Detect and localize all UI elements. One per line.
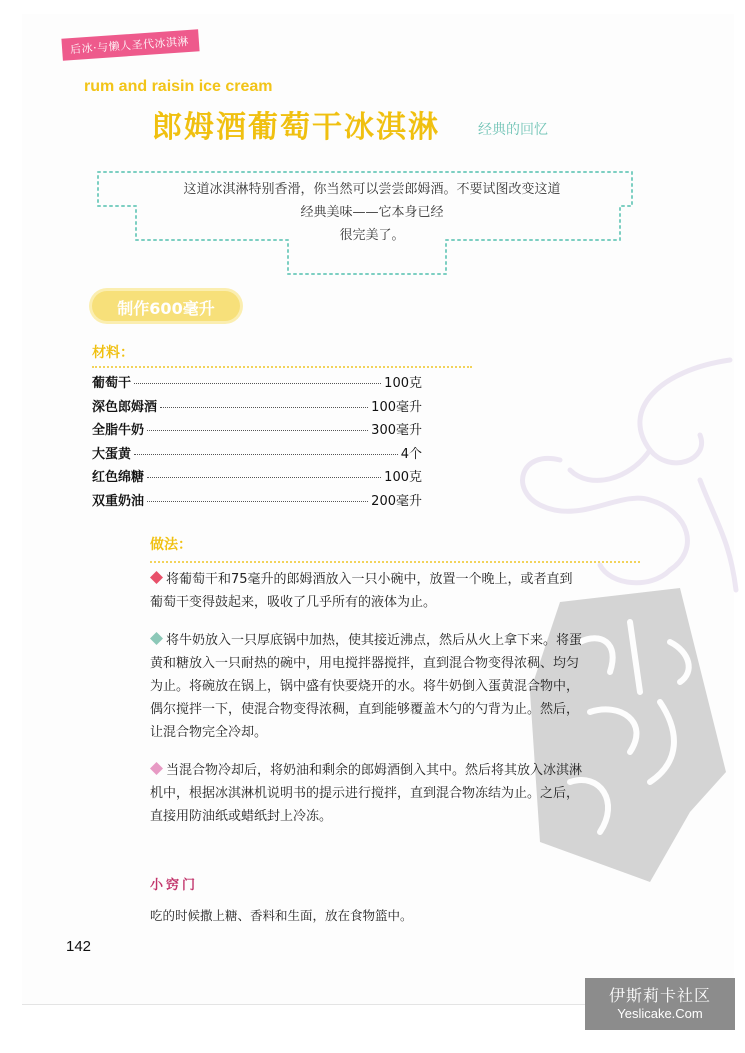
ingredient-row: [92, 372, 422, 396]
intro-text: [132, 178, 612, 247]
step-bullet-icon: [150, 632, 163, 645]
ingredient-row: [92, 443, 422, 467]
ingredient-name: 深色郎姆酒: [92, 399, 158, 415]
yield-badge: [92, 291, 240, 321]
method-steps: [150, 568, 582, 843]
tip-text: 吃的时候撒上糖、香料和生面，放在食物篮中。: [150, 908, 413, 923]
method-heading: 做法：: [150, 537, 192, 553]
dot-leader: [134, 454, 398, 455]
step-bullet-icon: [150, 571, 163, 584]
method-step: [150, 568, 582, 614]
dot-leader: [147, 501, 368, 502]
ingredients-divider: [92, 366, 472, 368]
ingredient-row: [92, 396, 422, 420]
intro-line: 经典美味——它本身已经: [300, 205, 444, 220]
intro-line: 这道冰淇淋特别香滑，你当然可以尝尝郎姆酒。不要试图改变这道: [183, 182, 561, 197]
dot-leader: [147, 477, 381, 478]
ingredient-name: 葡萄干: [92, 376, 132, 391]
ingredient-qty: 100毫升: [371, 399, 422, 415]
step-text: 将葡萄干和75毫升的郎姆酒放入一只小碗中，放置一个晚上，或者直到葡萄干变得鼓起来，吸收了几乎所有的液体为止。: [150, 572, 573, 610]
tip-heading: 小窍门: [150, 878, 199, 893]
section-tag-text: 后冰·与懒人圣代冰淇淋: [69, 34, 190, 57]
step-bullet-icon: [150, 762, 163, 775]
site-watermark: [585, 978, 735, 1030]
method-step: [150, 629, 582, 744]
ingredient-row: [92, 490, 422, 514]
ingredient-row: [92, 419, 422, 443]
ingredient-name: 大蛋黄: [92, 446, 132, 462]
dot-leader: [147, 430, 368, 431]
ingredient-qty: 200毫升: [371, 493, 422, 509]
ingredient-row: [92, 466, 422, 490]
dot-leader: [134, 383, 381, 384]
dot-leader: [160, 407, 368, 408]
method-divider: [150, 561, 640, 563]
watermark-en: Yeslicake.Com: [617, 1006, 703, 1021]
ingredient-qty: 100克: [384, 470, 422, 485]
intro-line: 很完美了。: [339, 228, 405, 243]
step-text: 将牛奶放入一只厚底锅中加热，使其接近沸点，然后从火上拿下来。将蛋黄和糖放入一只耐热的碗中，用电搅拌器搅拌，直到混合物变得浓稠、均匀为止。将碗放在锅上，锅中盛有快要烧开的水。将牛奶倒入蛋黄混合物中，偶尔搅拌一下，使混合物变得浓稠，直到能够覆盖木勺的勺背为止。然后，让混合物完全冷却。: [150, 633, 583, 740]
intro-box: [92, 168, 640, 276]
ingredient-name: 全脂牛奶: [92, 423, 145, 438]
ingredients-heading: 材料：: [92, 345, 134, 361]
ingredient-name: 红色绵糖: [92, 470, 145, 485]
ingredient-name: 双重奶油: [92, 493, 145, 509]
page-number: 142: [66, 938, 92, 955]
ingredient-qty: 4个: [400, 446, 422, 462]
recipe-subtitle: 经典的回忆: [478, 122, 548, 138]
ingredient-qty: 100克: [384, 376, 422, 391]
yield-text: 制作600毫升: [117, 299, 215, 318]
method-step: [150, 759, 582, 828]
ingredient-qty: 300毫升: [371, 423, 422, 438]
recipe-title: 郎姆酒葡萄干冰淇淋: [152, 110, 440, 145]
english-title: rum and raisin ice cream: [84, 78, 273, 95]
watermark-cn: 伊斯莉卡社区: [608, 988, 711, 1005]
step-text: 当混合物冷却后，将奶油和剩余的郎姆酒倒入其中。然后将其放入冰淇淋机中，根据冰淇淋机说明书的提示进行搅拌，直到混合物冻结为止。之后，直接用防油纸或蜡纸封上冷冻。: [150, 763, 583, 824]
ingredients-list: [92, 372, 422, 513]
